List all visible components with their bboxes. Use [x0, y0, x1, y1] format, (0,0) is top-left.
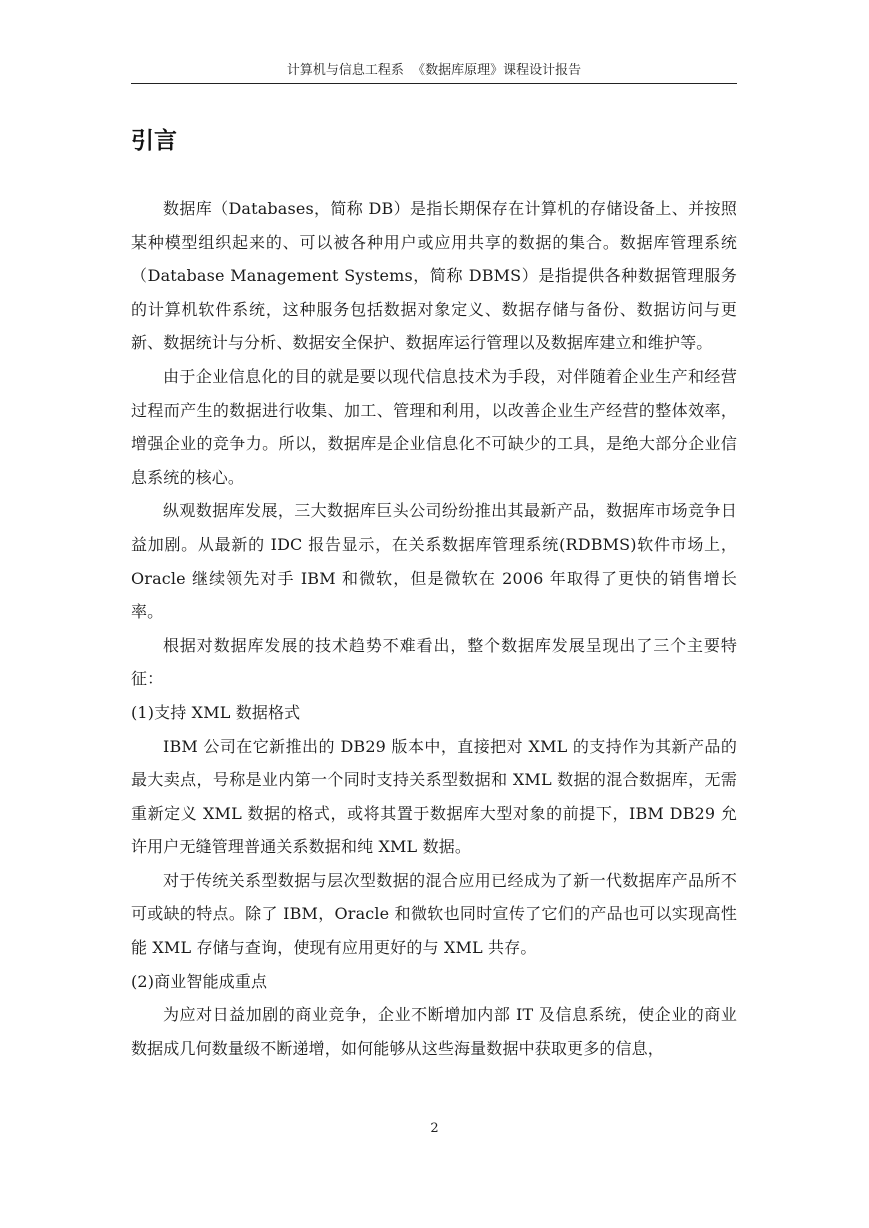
subheading-business-intelligence: (2)商业智能成重点	[131, 971, 268, 991]
paragraph-development-trends: 根据对数据库发展的技术趋势不难看出，整个数据库发展呈现出了三个主要特征：	[131, 635, 737, 689]
running-header: 计算机与信息工程系 《数据库原理》课程设计报告	[286, 63, 582, 78]
subheading-xml-support: (1)支持 XML 数据格式	[131, 702, 301, 722]
paragraph-business-competition: 为应对日益加剧的商业竞争，企业不断增加内部 IT 及信息系统，使企业的商业数据成几何数量级不断递增，如何能够从这些海量数据中获取更多的信息，	[131, 1005, 737, 1058]
paragraph-ibm-db2: IBM 公司在它新推出的 DB29 版本中，直接把对 XML 的支持作为其新产品的最大卖点，号称是业内第一个同时支持关系型数据和 XML 数据的混合数据库，无需重新定义 XML 数据的格式，或将其置于数据库大型对象的前提下，IBM DB29 允许用户无缝管理普通关系数据和纯 XML 数据。	[131, 736, 737, 857]
page-number: 2	[430, 1121, 439, 1136]
paragraph-market-competition: 纵观数据库发展，三大数据库巨头公司纷纷推出其最新产品，数据库市场竞争日益加剧。从最新的 IDC 报告显示，在关系数据库管理系统(RDBMS)软件市场上，Oracle 继续领先对手 IBM 和微软，但是微软在 2006 年取得了更快的销售增长率。	[131, 501, 737, 622]
section-title: 引言	[131, 128, 177, 154]
paragraph-enterprise-informatization: 由于企业信息化的目的就是要以现代信息技术为手段，对伴随着企业生产和经营过程而产生的数据进行收集、加工、管理和利用，以改善企业生产经营的整体效率，增强企业的竞争力。所以，数据库是企业信息化不可缺少的工具，是绝大部分企业信息系统的核心。	[131, 366, 737, 487]
body-text	[131, 192, 737, 1065]
paragraph-hybrid-data: 对于传统关系型数据与层次型数据的混合应用已经成为了新一代数据库产品所不可或缺的特点。除了 IBM，Oracle 和微软也同时宣传了它们的产品也可以实现高性能 XML 存储与查询，使现有应用更好的与 XML 共存。	[131, 870, 737, 958]
paragraph-database-definition: 数据库（Databases，简称 DB）是指长期保存在计算机的存储设备上、并按照某种模型组织起来的、可以被各种用户或应用共享的数据的集合。数据库管理系统（Database Management Systems，简称 DBMS）是指提供各种数据管理服务的计算机软件系统，这种服务包括数据对象定义、数据存储与备份、数据访问与更新、数据统计与分析、数据安全保护、数据库运行管理以及数据库建立和维护等。	[131, 199, 737, 353]
header-rule	[131, 83, 737, 84]
